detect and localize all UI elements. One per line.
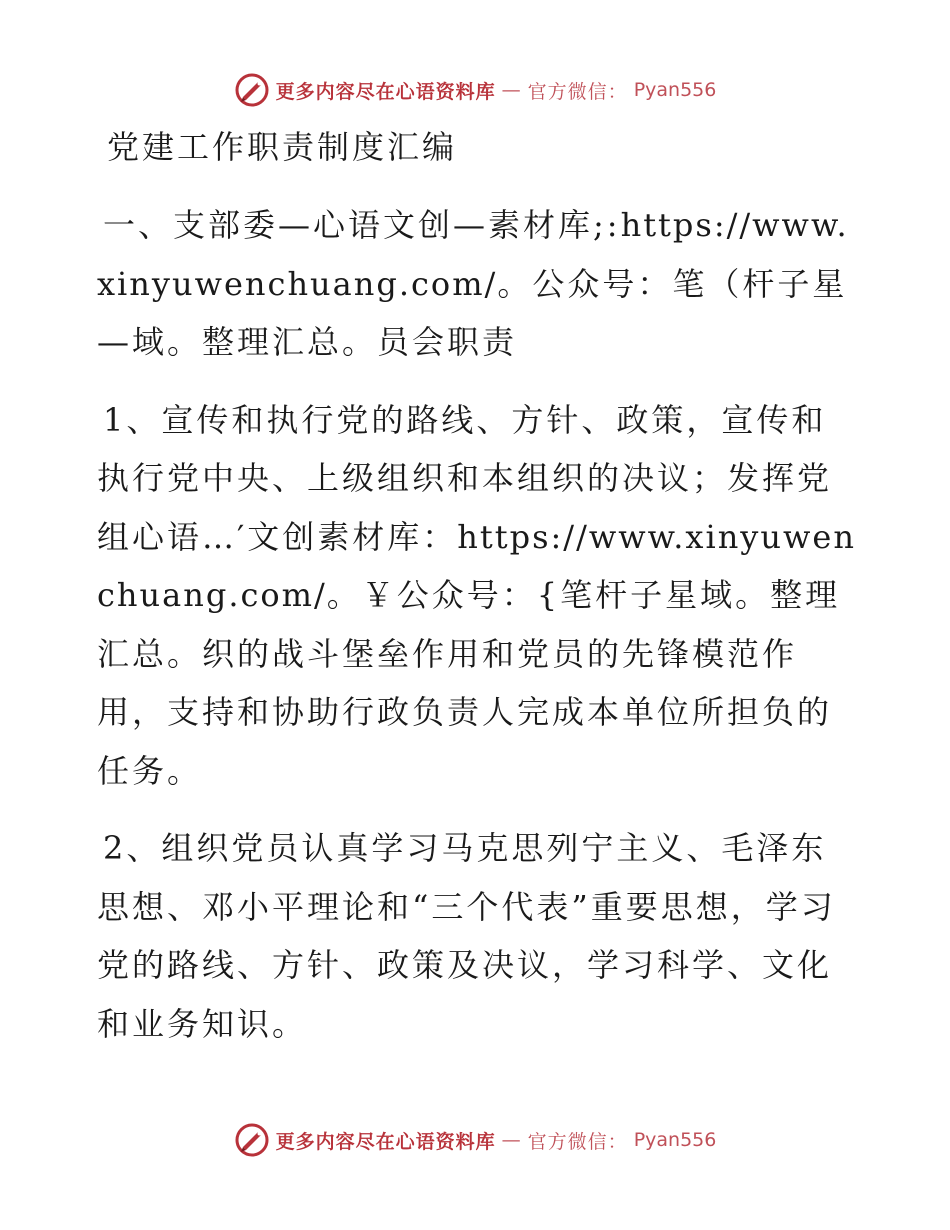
banner-wechat-label: 官方微信： (527, 80, 628, 103)
banner-main-text: 更多内容尽在心语资料库 (275, 80, 496, 103)
document-body (97, 118, 857, 1053)
paragraph-lead-text: 一、支部委—心语文创—素材库;: (103, 206, 621, 244)
banner-wechat-label: 官方微信： (527, 1130, 628, 1153)
section-paragraph (97, 819, 857, 1053)
footer-banner (0, 1120, 950, 1160)
paragraph-url-text: https://www.xinyuwenchuang.com/ (97, 517, 856, 614)
paragraph-lead-text: 2、组织党员认真学习马克思列宁主义、毛泽东思想、邓小平理论和“三个代表”重要思想，学习党的路线、方针、政策及决议，学习科学、文化和业务知识。 (97, 829, 836, 1043)
pen-logo-icon (234, 72, 270, 108)
header-banner (0, 70, 950, 110)
paragraph-rest-text: 。公众号：笔（杆子星—域。整理汇总。员会职责 (97, 264, 848, 361)
pen-logo-icon (234, 1122, 270, 1158)
paragraph-lead-text: 1、宣传和执行党的路线、方针、政策，宣传和执行党中央、上级组织和本组织的决议；发挥党组心语…′文创素材库： (97, 400, 833, 556)
section-paragraph (97, 196, 857, 372)
banner-wechat-id: Pyan556 (633, 79, 717, 101)
section-paragraph (97, 391, 857, 801)
paragraph-url-text: https://www.xinyuwenchuang.com/ (97, 206, 849, 303)
banner-dash: — (501, 1129, 522, 1151)
paragraph-rest-text: 。￥公众号：{笔杆子星域。整理汇总。织的战斗堡垒作用和党员的先锋模范作用，支持和协助行政负责人完成本单位所担负的任务。 (97, 576, 841, 790)
banner-main-text: 更多内容尽在心语资料库 (275, 1130, 496, 1153)
banner-wechat-id: Pyan556 (633, 1129, 717, 1151)
banner-dash: — (501, 79, 522, 101)
document-title: 党建工作职责制度汇编 (107, 128, 458, 166)
